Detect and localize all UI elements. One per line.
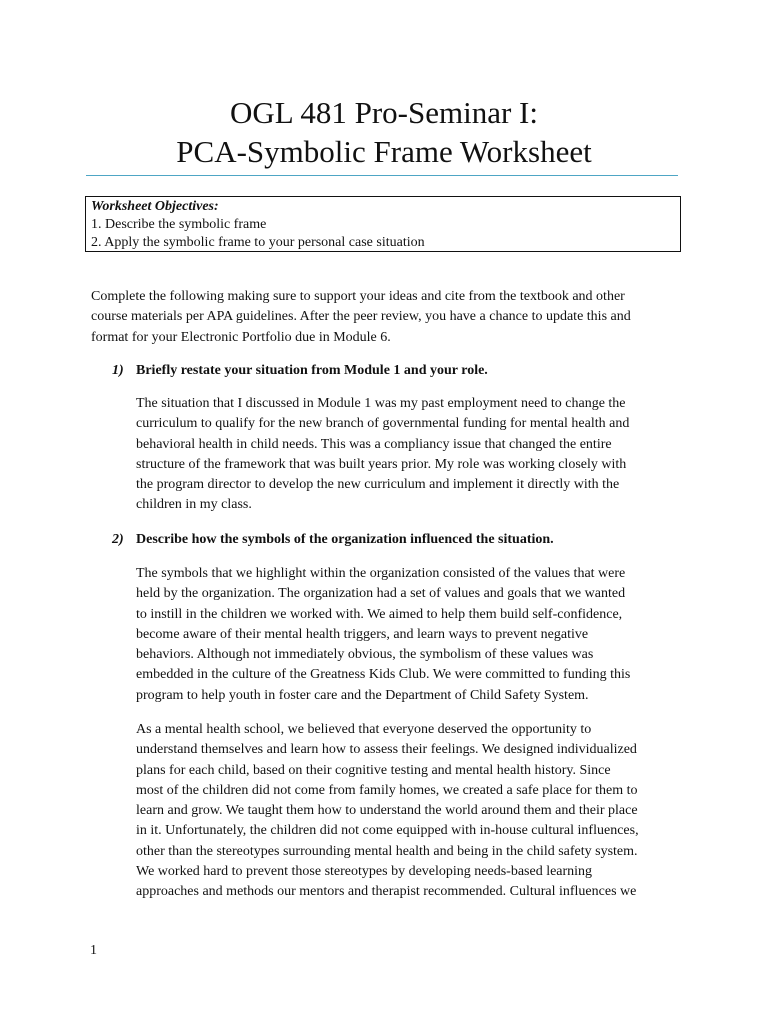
text-line: The symbols that we highlight within the organization consisted of the values that were xyxy=(136,566,626,581)
objective-item: 1. Describe the symbolic frame xyxy=(91,217,267,232)
title-line-2: PCA-Symbolic Frame Worksheet xyxy=(176,134,592,169)
page-number: 1 xyxy=(90,943,97,958)
text-line: the program director to develop the new curriculum and implement it directly with the xyxy=(136,477,620,493)
objectives-box xyxy=(85,196,681,252)
text-line: plans for each child, based on their cognitive testing and mental health history. Since xyxy=(136,762,611,778)
text-line: to instill in the children we worked with. We aimed to help them build self-confidence, xyxy=(136,606,623,622)
text-line: program to help youth in foster care and the Department of Child Safety System. xyxy=(136,687,589,703)
text-line: become aware of their mental health triggers, and learn ways to prevent negative xyxy=(136,626,589,642)
text-line: children in my class. xyxy=(136,497,252,513)
text-line: format for your Electronic Portfolio due in Module 6. xyxy=(91,329,391,345)
text-line: structure of the framework that was built years prior. My role was working closely with xyxy=(136,456,627,472)
answer-1 xyxy=(136,394,688,516)
text-line: in it. Unfortunately, the children did not come equipped with in-house cultural influences, xyxy=(136,823,639,839)
text-line: We worked hard to prevent those stereotypes by developing needs-based learning xyxy=(136,864,593,880)
text-line: behaviors. Although not immediately obvious, the symbolism of these values was xyxy=(136,647,594,663)
question-prompt: Describe how the symbols of the organization influenced the situation. xyxy=(136,532,554,547)
question-number: 1) xyxy=(112,363,124,378)
answer-2-paragraph-1 xyxy=(136,564,688,706)
text-line: behavioral health in child needs. This was a compliancy issue that changed the entire xyxy=(136,436,612,452)
question-prompt: Briefly restate your situation from Module 1 and your role. xyxy=(136,363,488,378)
text-line: course materials per APA guidelines. After the peer review, you have a chance to update this and xyxy=(91,309,631,325)
text-line: As a mental health school, we believed that everyone deserved the opportunity to xyxy=(136,722,592,737)
text-line: understand themselves and learn how to assess their feelings. We designed individualized xyxy=(136,742,637,758)
text-line: embedded in the culture of the Greatness Kids Club. We were committed to funding this xyxy=(136,667,631,683)
intro-paragraph xyxy=(91,287,691,348)
answer-2-paragraph-2 xyxy=(136,720,688,903)
text-line: curriculum to qualify for the new branch of governmental funding for mental health and xyxy=(136,416,630,432)
title-line-1: OGL 481 Pro-Seminar I: xyxy=(230,95,538,130)
title-divider xyxy=(86,175,678,176)
text-line: approaches and methods our mentors and therapist recommended. Cultural influences we xyxy=(136,884,637,900)
text-line: Complete the following making sure to support your ideas and cite from the textbook and other xyxy=(91,289,625,304)
objectives-heading: Worksheet Objectives: xyxy=(91,199,219,214)
objective-item: 2. Apply the symbolic frame to your personal case situation xyxy=(91,235,425,250)
text-line: most of the children did not come from family homes, we created a safe place for them to xyxy=(136,782,638,798)
text-line: The situation that I discussed in Module 1 was my past employment need to change the xyxy=(136,396,626,411)
text-line: other than the stereotypes surrounding mental health and being in the child safety system. xyxy=(136,843,638,859)
text-line: learn and grow. We taught them how to understand the world around them and their place xyxy=(136,803,638,819)
text-line: held by the organization. The organization had a set of values and goals that we wanted xyxy=(136,586,626,602)
question-number: 2) xyxy=(112,532,124,547)
